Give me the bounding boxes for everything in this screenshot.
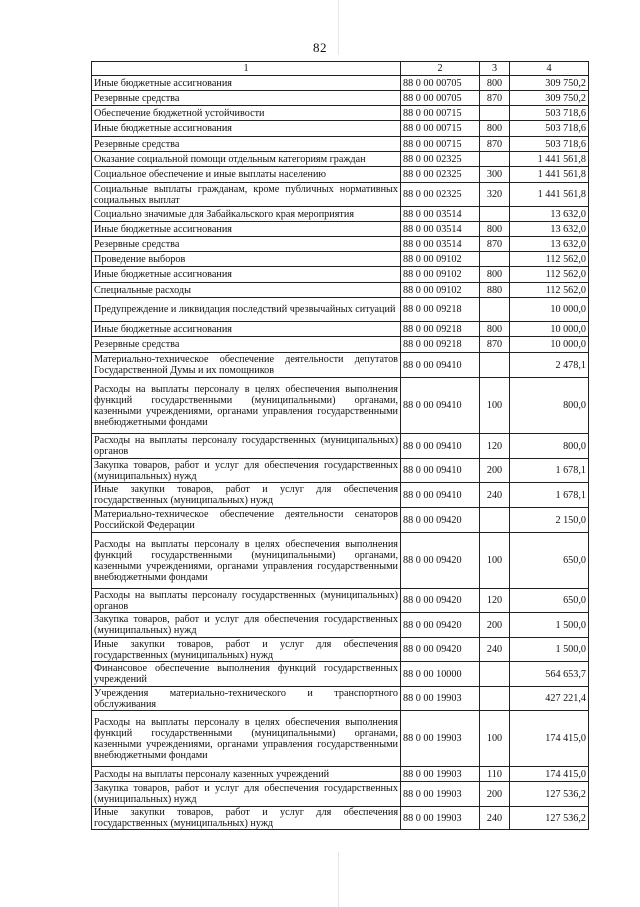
table-row — [92, 91, 589, 106]
row-amount: 503 718,6 — [510, 106, 589, 121]
row-code: 88 0 00 19903 — [401, 767, 480, 782]
row-name: Учреждения материально-технического и транспортного обслуживания — [92, 687, 401, 711]
row-name: Расходы на выплаты персоналу государственных (муниципальных) органов — [92, 589, 401, 613]
row-code: 88 0 00 02325 — [401, 167, 480, 183]
row-type: 300 — [480, 167, 510, 183]
row-code: 88 0 00 09410 — [401, 378, 480, 434]
table-row — [92, 183, 589, 207]
row-type — [480, 106, 510, 121]
row-type: 320 — [480, 183, 510, 207]
row-code: 88 0 00 00705 — [401, 76, 480, 91]
table-row — [92, 662, 589, 687]
row-amount: 427 221,4 — [510, 687, 589, 711]
row-amount: 503 718,6 — [510, 137, 589, 152]
row-name: Закупка товаров, работ и услуг для обеспечения государственных (муниципальных) нужд — [92, 459, 401, 483]
table-row — [92, 782, 589, 807]
table-row — [92, 283, 589, 298]
row-code: 88 0 00 09102 — [401, 267, 480, 283]
row-amount: 127 536,2 — [510, 782, 589, 807]
scan-edge-bottom — [338, 852, 339, 907]
row-code: 88 0 00 03514 — [401, 207, 480, 222]
row-type — [480, 252, 510, 267]
row-code: 88 0 00 00705 — [401, 91, 480, 106]
row-type: 240 — [480, 638, 510, 662]
table-row — [92, 353, 589, 378]
row-name: Иные бюджетные ассигнования — [92, 76, 401, 91]
row-type: 880 — [480, 283, 510, 298]
table-row — [92, 237, 589, 252]
row-name: Иные закупки товаров, работ и услуг для обеспечения государственных (муниципальных) нужд — [92, 807, 401, 830]
row-amount: 13 632,0 — [510, 207, 589, 222]
row-amount: 2 150,0 — [510, 508, 589, 533]
row-amount: 650,0 — [510, 589, 589, 613]
table-row — [92, 252, 589, 267]
row-amount: 1 678,1 — [510, 459, 589, 483]
table-row — [92, 76, 589, 91]
table-row — [92, 137, 589, 152]
row-name: Обеспечение бюджетной устойчивости — [92, 106, 401, 121]
table-row — [92, 378, 589, 434]
table-row — [92, 767, 589, 782]
row-amount: 174 415,0 — [510, 767, 589, 782]
row-code: 88 0 00 09410 — [401, 483, 480, 508]
row-name: Предупреждение и ликвидация последствий чрезвычайных ситуаций — [92, 298, 401, 322]
row-amount: 10 000,0 — [510, 298, 589, 322]
table-body — [92, 76, 589, 830]
table-row — [92, 222, 589, 237]
row-amount: 127 536,2 — [510, 807, 589, 830]
row-type: 200 — [480, 613, 510, 638]
row-code: 88 0 00 09420 — [401, 613, 480, 638]
row-name: Проведение выборов — [92, 252, 401, 267]
row-type: 870 — [480, 91, 510, 106]
row-code: 88 0 00 09420 — [401, 533, 480, 589]
row-type: 100 — [480, 378, 510, 434]
row-type: 800 — [480, 267, 510, 283]
row-code: 88 0 00 00715 — [401, 137, 480, 152]
table-row — [92, 807, 589, 830]
row-amount: 10 000,0 — [510, 322, 589, 337]
row-code: 88 0 00 00715 — [401, 106, 480, 121]
row-code: 88 0 00 09102 — [401, 252, 480, 267]
row-code: 88 0 00 19903 — [401, 807, 480, 830]
row-type: 870 — [480, 237, 510, 252]
row-type: 100 — [480, 533, 510, 589]
row-type: 870 — [480, 137, 510, 152]
row-type — [480, 207, 510, 222]
row-code: 88 0 00 09420 — [401, 638, 480, 662]
row-name: Иные бюджетные ассигнования — [92, 322, 401, 337]
column-header-name: 1 — [92, 62, 401, 76]
row-code: 88 0 00 00715 — [401, 121, 480, 137]
row-code: 88 0 00 02325 — [401, 152, 480, 167]
row-name: Резервные средства — [92, 137, 401, 152]
table-row — [92, 459, 589, 483]
table-row — [92, 298, 589, 322]
row-type — [480, 353, 510, 378]
row-type — [480, 298, 510, 322]
row-type: 100 — [480, 711, 510, 767]
row-amount: 1 678,1 — [510, 483, 589, 508]
row-code: 88 0 00 09410 — [401, 353, 480, 378]
row-name: Резервные средства — [92, 91, 401, 106]
table-row — [92, 152, 589, 167]
column-header-amount: 4 — [510, 62, 589, 76]
row-amount: 1 500,0 — [510, 613, 589, 638]
row-type: 800 — [480, 76, 510, 91]
row-code: 88 0 00 09420 — [401, 508, 480, 533]
row-type: 800 — [480, 222, 510, 237]
row-code: 88 0 00 19903 — [401, 711, 480, 767]
row-amount: 112 562,0 — [510, 267, 589, 283]
table-row — [92, 711, 589, 767]
row-name: Иные бюджетные ассигнования — [92, 121, 401, 137]
row-name: Финансовое обеспечение выполнения функций государственных учреждений — [92, 662, 401, 687]
row-amount: 800,0 — [510, 434, 589, 459]
page-number: 82 — [313, 40, 327, 55]
row-type: 800 — [480, 322, 510, 337]
row-amount: 800,0 — [510, 378, 589, 434]
row-amount: 174 415,0 — [510, 711, 589, 767]
row-code: 88 0 00 09420 — [401, 589, 480, 613]
row-amount: 564 653,7 — [510, 662, 589, 687]
row-code: 88 0 00 19903 — [401, 687, 480, 711]
row-name: Материально-техническое обеспечение деятельности сенаторов Российской Федерации — [92, 508, 401, 533]
row-name: Материально-техническое обеспечение деятельности депутатов Государственной Думы и их помощников — [92, 353, 401, 378]
row-type — [480, 152, 510, 167]
table-row — [92, 106, 589, 121]
row-name: Иные бюджетные ассигнования — [92, 222, 401, 237]
table-row — [92, 167, 589, 183]
table-row — [92, 322, 589, 337]
row-name: Социально значимые для Забайкальского края мероприятия — [92, 207, 401, 222]
table-row — [92, 508, 589, 533]
row-name: Социальное обеспечение и иные выплаты населению — [92, 167, 401, 183]
row-amount: 503 718,6 — [510, 121, 589, 137]
table-row — [92, 121, 589, 137]
table-row — [92, 483, 589, 508]
row-type: 240 — [480, 483, 510, 508]
row-type — [480, 662, 510, 687]
row-name: Иные бюджетные ассигнования — [92, 267, 401, 283]
table-row — [92, 207, 589, 222]
row-code: 88 0 00 19903 — [401, 782, 480, 807]
row-code: 88 0 00 09410 — [401, 434, 480, 459]
row-name: Оказание социальной помощи отдельным категориям граждан — [92, 152, 401, 167]
row-code: 88 0 00 09102 — [401, 283, 480, 298]
row-code: 88 0 00 03514 — [401, 237, 480, 252]
row-code: 88 0 00 09218 — [401, 322, 480, 337]
row-amount: 1 441 561,8 — [510, 152, 589, 167]
row-code: 88 0 00 03514 — [401, 222, 480, 237]
table-row — [92, 533, 589, 589]
row-name: Иные закупки товаров, работ и услуг для обеспечения государственных (муниципальных) нужд — [92, 483, 401, 508]
row-type — [480, 508, 510, 533]
row-name: Специальные расходы — [92, 283, 401, 298]
table-row — [92, 337, 589, 353]
column-header-type: 3 — [480, 62, 510, 76]
row-amount: 13 632,0 — [510, 237, 589, 252]
row-amount: 1 441 561,8 — [510, 167, 589, 183]
row-type: 120 — [480, 589, 510, 613]
row-amount: 1 500,0 — [510, 638, 589, 662]
table-row — [92, 638, 589, 662]
row-code: 88 0 00 10000 — [401, 662, 480, 687]
table-row — [92, 434, 589, 459]
row-name: Резервные средства — [92, 337, 401, 353]
row-type: 110 — [480, 767, 510, 782]
row-name: Социальные выплаты гражданам, кроме публичных нормативных социальных выплат — [92, 183, 401, 207]
row-code: 88 0 00 02325 — [401, 183, 480, 207]
row-name: Закупка товаров, работ и услуг для обеспечения государственных (муниципальных) нужд — [92, 613, 401, 638]
row-type: 120 — [480, 434, 510, 459]
row-amount: 650,0 — [510, 533, 589, 589]
row-code: 88 0 00 09410 — [401, 459, 480, 483]
row-name: Расходы на выплаты персоналу казенных учреждений — [92, 767, 401, 782]
row-amount: 1 441 561,8 — [510, 183, 589, 207]
row-code: 88 0 00 09218 — [401, 337, 480, 353]
row-name: Резервные средства — [92, 237, 401, 252]
row-type — [480, 687, 510, 711]
row-type: 240 — [480, 807, 510, 830]
row-code: 88 0 00 09218 — [401, 298, 480, 322]
row-amount: 10 000,0 — [510, 337, 589, 353]
table-row — [92, 589, 589, 613]
row-amount: 112 562,0 — [510, 252, 589, 267]
table-row — [92, 267, 589, 283]
row-type: 200 — [480, 459, 510, 483]
row-amount: 2 478,1 — [510, 353, 589, 378]
table-row — [92, 687, 589, 711]
row-amount: 309 750,2 — [510, 91, 589, 106]
table-header-row — [92, 62, 589, 76]
row-name: Расходы на выплаты персоналу государственных (муниципальных) органов — [92, 434, 401, 459]
row-amount: 309 750,2 — [510, 76, 589, 91]
row-type: 200 — [480, 782, 510, 807]
row-name: Закупка товаров, работ и услуг для обеспечения государственных (муниципальных) нужд — [92, 782, 401, 807]
row-amount: 13 632,0 — [510, 222, 589, 237]
row-name: Расходы на выплаты персоналу в целях обеспечения выполнения функций государственными (муниципальными) органами, казенными учреждениями, органами управления государственными внебюджетными фондами — [92, 711, 401, 767]
budget-table — [91, 61, 589, 830]
row-name: Иные закупки товаров, работ и услуг для обеспечения государственных (муниципальных) нужд — [92, 638, 401, 662]
row-name: Расходы на выплаты персоналу в целях обеспечения выполнения функций государственными (муниципальными) органами, казенными учреждениями, органами управления государственными внебюджетными фондами — [92, 378, 401, 434]
row-type: 870 — [480, 337, 510, 353]
row-type: 800 — [480, 121, 510, 137]
row-amount: 112 562,0 — [510, 283, 589, 298]
table-row — [92, 613, 589, 638]
row-name: Расходы на выплаты персоналу в целях обеспечения выполнения функций государственными (муниципальными) органами, казенными учреждениями, органами управления государственными внебюджетными фондами — [92, 533, 401, 589]
column-header-code: 2 — [401, 62, 480, 76]
